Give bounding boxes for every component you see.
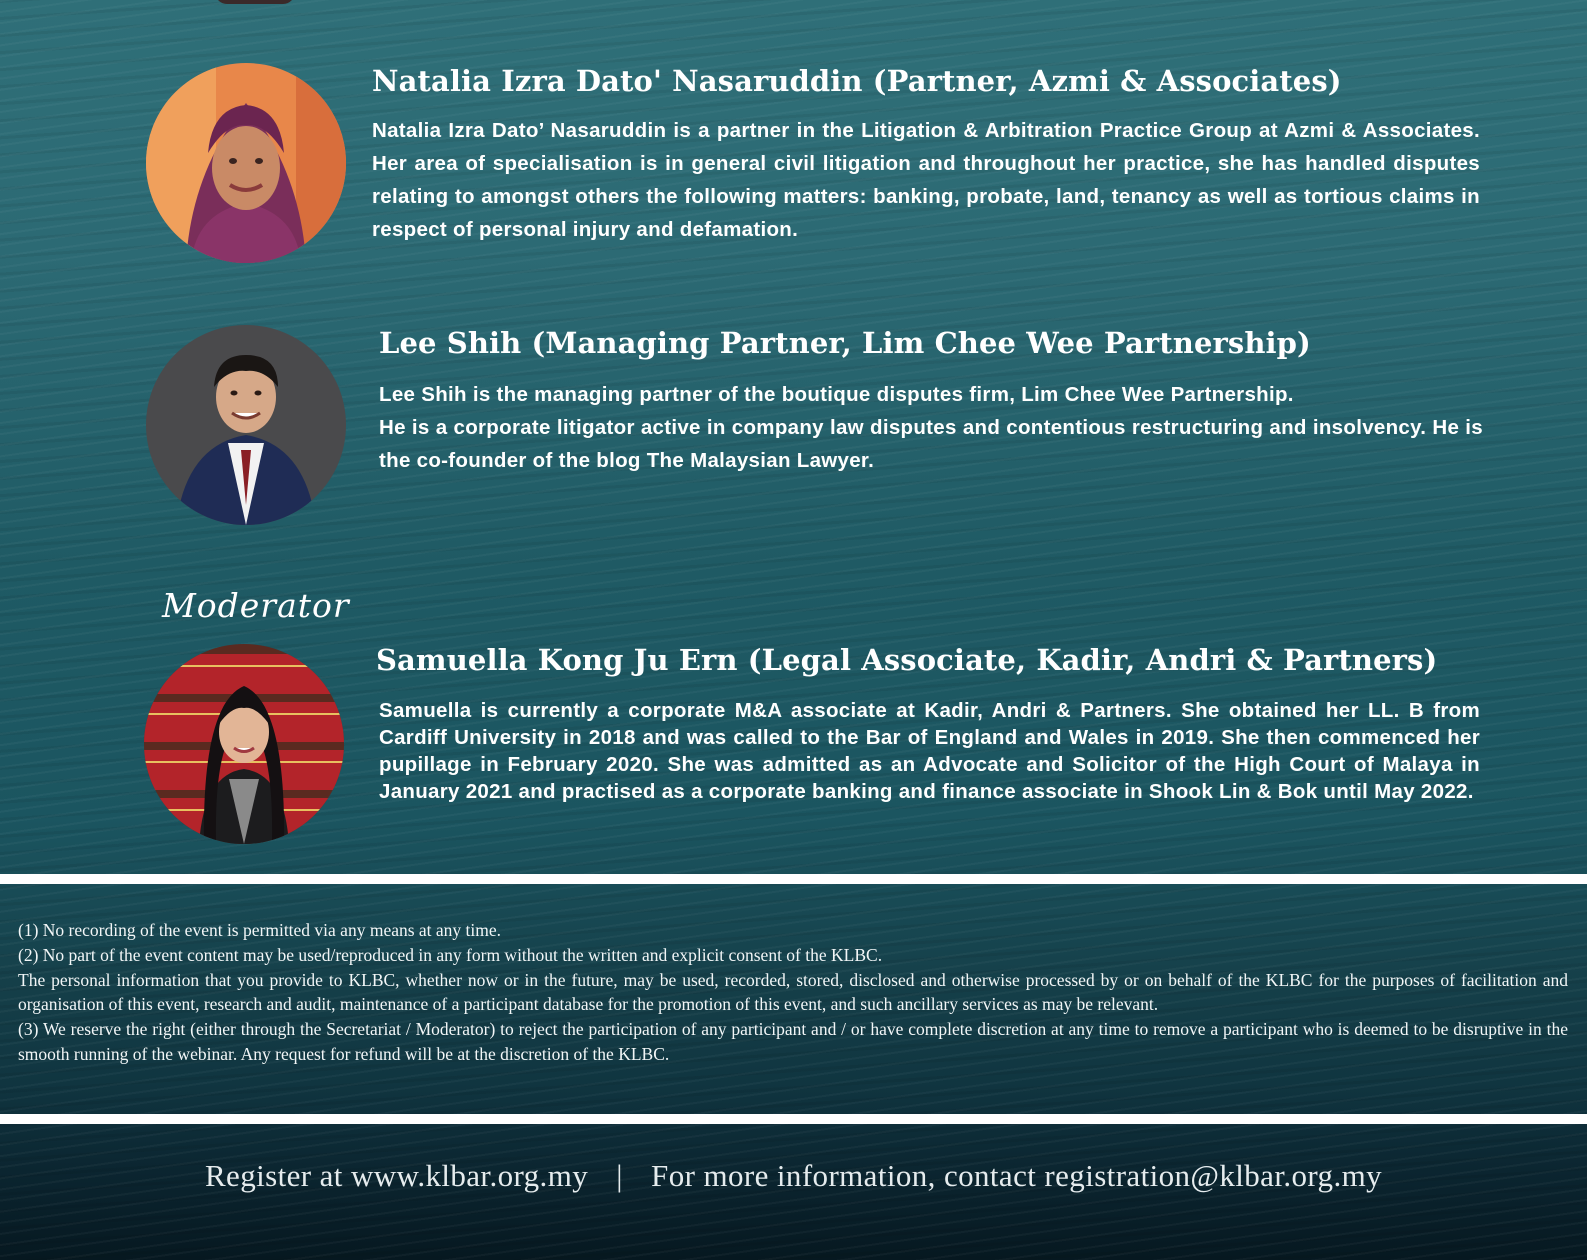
- moderator-bio: [379, 697, 1480, 805]
- divider-bottom: [0, 1114, 1587, 1124]
- moderator-photo-image: [144, 644, 344, 844]
- terms-item: (1) No recording of the event is permitted via any means at any time.: [18, 920, 502, 940]
- speaker-photo-lee-shih: [146, 325, 346, 525]
- moderator-name: Samuella Kong Ju Ern (Legal Associate, Kadir, Andri & Partners): [376, 643, 1438, 677]
- terms-item: (3) We reserve the right (either through the Secretariat / Moderator) to reject the participation of any participant and / or have complete discretion at any time to remove a participant who is deemed to be disruptive in the smooth running of the webinar. Any request for refund will be at the discretion of the KLBC.: [18, 1019, 1568, 1064]
- speaker-bio-paragraph: Natalia Izra Dato’ Nasaruddin is a partner in the Litigation & Arbitration Practice Group at Azmi & Associates. Her area of specialisation is in general civil litigation and throughout her practice, she has handled disputes relating to amongst others the following matters: banking, probate, land, tenancy as well as tortious claims in respect of personal injury and defamation.: [372, 119, 1480, 241]
- moderator-heading: Moderator: [162, 586, 350, 625]
- speaker-bio: [379, 378, 1483, 477]
- moderator-bio-paragraph: Samuella is currently a corporate M&A associate at Kadir, Andri & Partners. She obtained her LL. B from Cardiff University in 2018 and was called to the Bar of England and Wales in 2019. She then commenced her pupillage in February 2020. She was admitted as an Advocate and Solicitor of the High Court of Malaya in January 2021 and practised as a corporate banking and finance associate in Shook Lin & Bok until May 2022.: [379, 699, 1480, 803]
- footer-separator: |: [616, 1158, 623, 1193]
- contact-email-link[interactable]: For more information, contact registration@klbar.org.my: [651, 1158, 1383, 1193]
- speaker-bio: [372, 114, 1480, 246]
- moderator-photo: [144, 644, 344, 844]
- speaker-bio-paragraph: He is a corporate litigator active in company law disputes and contentious restructuring and insolvency. He is the co-founder of the blog The Malaysian Lawyer.: [379, 416, 1483, 472]
- footer-contact: [0, 1158, 1587, 1194]
- terms-item: The personal information that you provide to KLBC, whether now or in the future, may be used, recorded, stored, disclosed and otherwise processed by or on behalf of the KLBC for the purposes of facilitation and organisation of this event, research and audit, maintenance of a participant database for the promotion of this event, and such ancillary services as may be relevant.: [18, 969, 1568, 1015]
- speaker-photo-natalia: [146, 63, 346, 263]
- speaker-name: Lee Shih (Managing Partner, Lim Chee Wee Partnership): [379, 326, 1311, 360]
- register-link[interactable]: Register at www.klbar.org.my: [204, 1158, 589, 1193]
- speaker-bio-paragraph: Lee Shih is the managing partner of the boutique disputes firm, Lim Chee Wee Partnership.: [379, 383, 1294, 406]
- terms-and-conditions: [18, 918, 1568, 1067]
- speaker-photo-lee-shih-image: [146, 325, 346, 525]
- speaker-name: Natalia Izra Dato' Nasaruddin (Partner, Azmi & Associates): [372, 64, 1342, 98]
- previous-avatar-edge: [215, 0, 295, 4]
- speaker-photo-natalia-image: [146, 63, 346, 263]
- terms-item: (2) No part of the event content may be used/reproduced in any form without the written and explicit consent of the KLBC.: [18, 944, 883, 965]
- divider-top: [0, 874, 1587, 884]
